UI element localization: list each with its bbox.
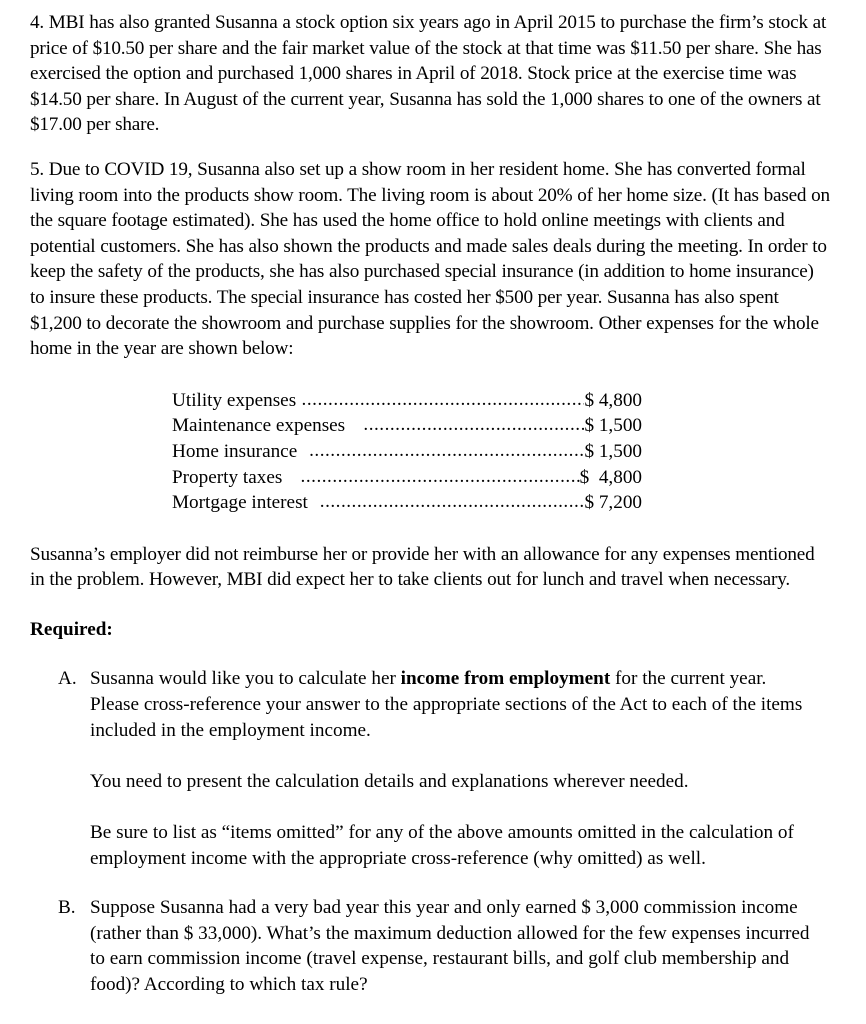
expense-label: Maintenance expenses [172,415,346,437]
item-paragraph [90,666,816,743]
dot-leader [363,412,584,438]
expense-amount: $ 7,200 [584,492,642,514]
required-item [30,895,830,997]
item-paragraph [90,769,816,795]
expense-label: Home insurance [172,440,298,462]
dot-leader [320,489,585,515]
item-marker: A. [58,668,77,690]
expense-row [172,490,642,516]
item-marker: B. [58,897,76,919]
expense-label: Mortgage interest [172,492,308,514]
expense-label: Property taxes [172,466,283,488]
body-text: for the current year. Please cross-reference your answer to the appropriate sections of the Act to each of the items included in the employment income. [90,668,803,741]
expense-label: Utility expenses [172,389,297,411]
dot-leader [309,438,584,464]
expense-row [172,439,642,465]
body-text: Suppose Susanna had a very bad year this year and only earned $ 3,000 commission income (rather than $ 33,000). What’s the maximum deduction allowed for the few expenses incurred to earn commission income (travel expense, restaurant bills, and golf club membership and food)? According to which tax rule? [90,897,810,995]
paragraph-item-5: 5. Due to COVID 19, Susanna also set up a show room in her resident home. She has converted formal living room into the products show room. The living room is about 20% of her home size. (It has based on the square footage estimated). She has used the home office to hold online meetings with clients and potential customers. She has also shown the products and made sales deals during the meeting. In order to keep the safety of the products, she has also purchased special insurance (in addition to home insurance) to insure these products. The special insurance has costed her $500 per year. Susanna has also spent $1,200 to decorate the showroom and purchase supplies for the showroom. Other expenses for the whole home in the year are shown below: [30,158,830,360]
expense-row [172,413,642,439]
expense-amount: $ 4,800 [584,389,642,411]
item-body [90,666,816,871]
body-text: You need to present the calculation details and explanations wherever needed. [90,770,689,792]
required-items-list [30,666,830,997]
emphasis-text: income from employment [400,668,611,690]
dot-leader [302,387,585,413]
body-text: Susanna would like you to calculate her [90,668,401,690]
dot-leader [301,463,580,489]
required-item [30,666,830,871]
home-expenses-list [172,388,642,516]
expense-row [172,388,642,414]
expense-amount: $ 1,500 [584,440,642,462]
item-paragraph [90,895,816,997]
expense-row [172,465,642,491]
paragraph-item-4: 4. MBI has also granted Susanna a stock option six years ago in April 2015 to purchase the firm’s stock at price of $10.50 per share and the fair market value of the stock at that time was $11.50 per share. She has exercised the option and purchased 1,000 shares in April of 2018. Stock price at the exercise time was $14.50 per share. In August of the current year, Susanna has sold the 1,000 shares to one of the owners at $17.00 per share. [30,12,827,136]
required-heading: Required: [30,618,113,640]
body-text: Be sure to list as “items omitted” for any of the above amounts omitted in the calculation of employment income with the appropriate cross-reference (why omitted) as well. [90,822,794,869]
expense-amount: $ 4,800 [579,466,642,488]
paragraph-closing: Susanna’s employer did not reimburse her or provide her with an allowance for any expenses mentioned in the problem. However, MBI did expect her to take clients out for lunch and travel when necessary. [30,543,815,591]
expense-amount: $ 1,500 [584,415,642,437]
item-body [90,895,816,997]
item-paragraph [90,820,816,871]
